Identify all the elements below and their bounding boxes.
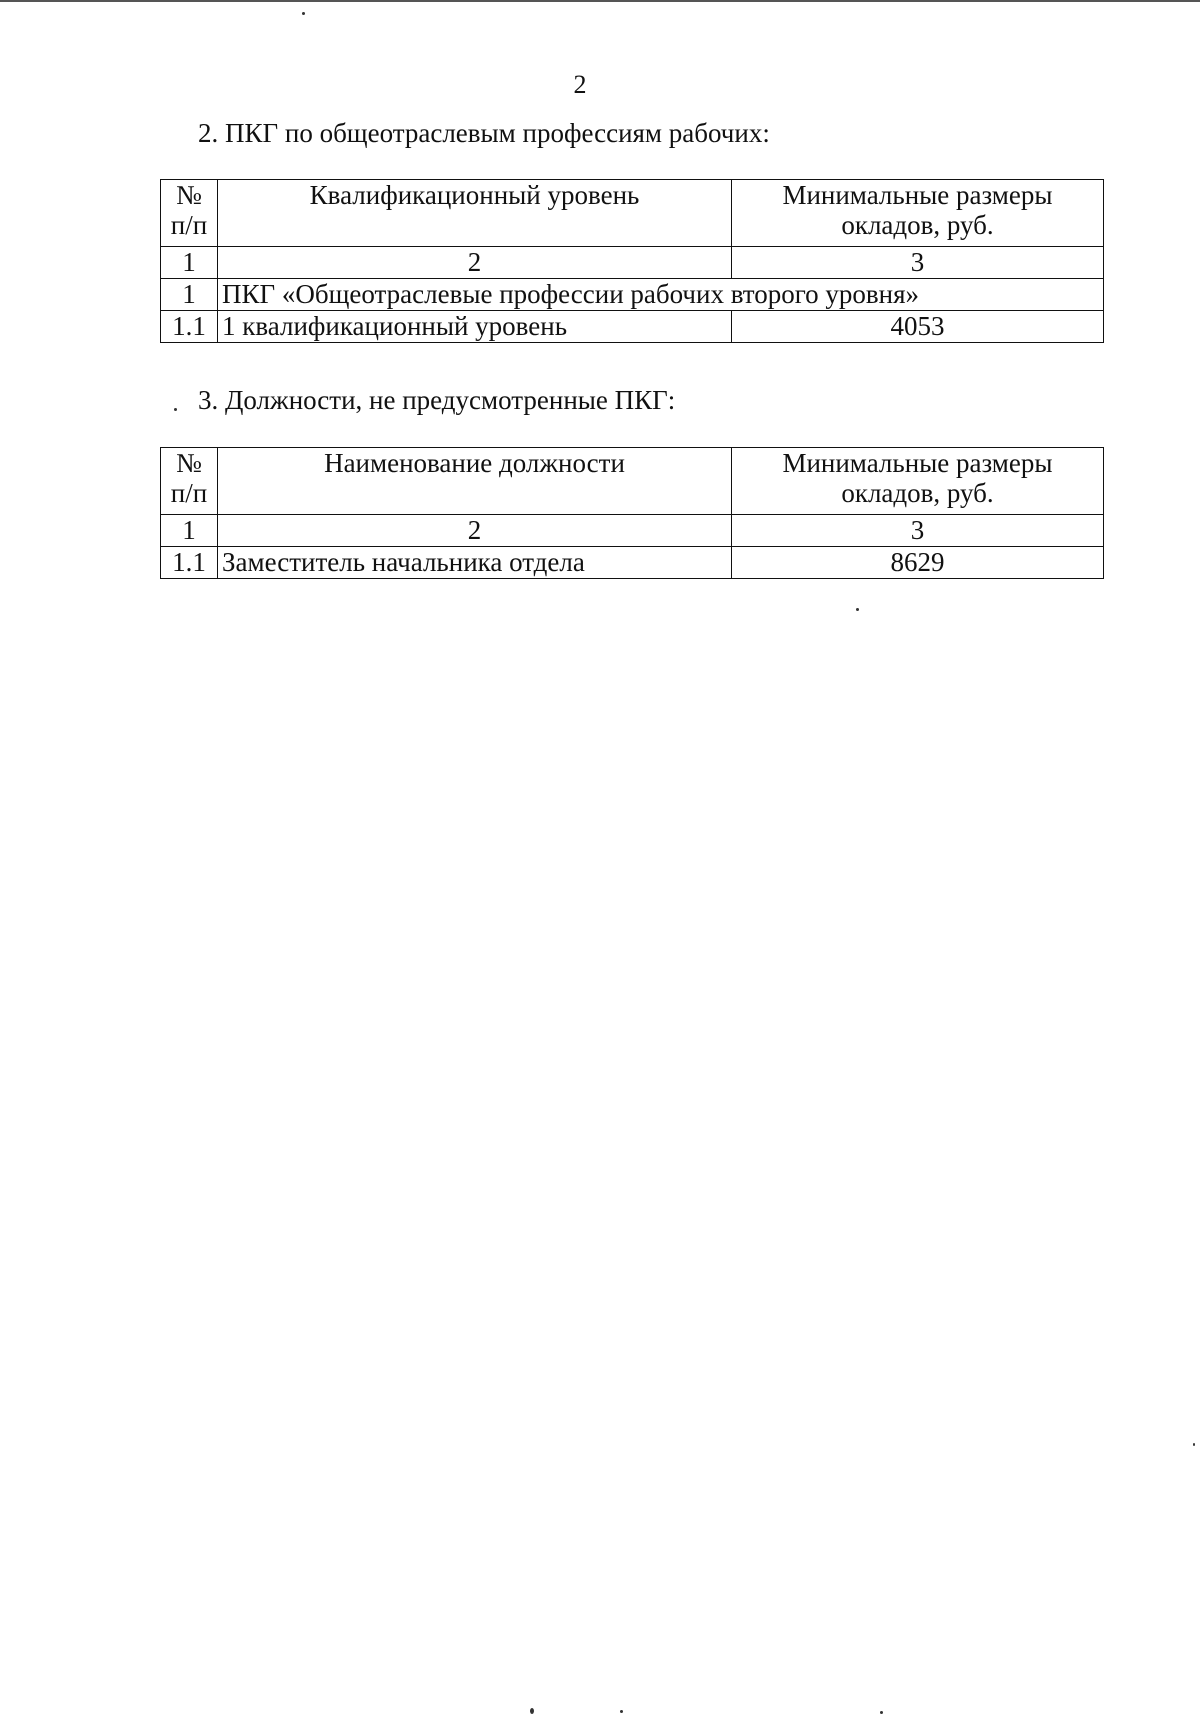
column-number: 1 [161, 247, 218, 279]
group-label: ПКГ «Общеотраслевые профессии рабочих второго уровня» [218, 279, 1104, 311]
scan-speck [530, 1708, 534, 1714]
group-num: 1 [161, 279, 218, 311]
group-row [161, 279, 1104, 311]
table-header-row [161, 180, 1104, 247]
scan-speck [620, 1710, 623, 1713]
row-salary: 4053 [732, 311, 1104, 343]
row-num: 1.1 [161, 547, 218, 579]
header-position: Наименование должности [218, 448, 732, 515]
row-salary: 8629 [732, 547, 1104, 579]
scan-speck [856, 608, 859, 611]
column-number-row [161, 515, 1104, 547]
row-name: Заместитель начальника отдела [218, 547, 732, 579]
column-number: 2 [218, 247, 732, 279]
scan-speck [1193, 1443, 1195, 1446]
column-number: 3 [732, 515, 1104, 547]
header-num: № п/п [161, 448, 218, 515]
header-level: Квалификационный уровень [218, 180, 732, 247]
column-number: 1 [161, 515, 218, 547]
scan-speck [174, 408, 177, 411]
column-number-row [161, 247, 1104, 279]
page-number: 2 [573, 70, 587, 99]
scan-speck [302, 12, 305, 15]
table-row [161, 547, 1104, 579]
section-3-title: 3. Должности, не предусмотренные ПКГ: [198, 385, 676, 415]
section-2-title: 2. ПКГ по общеотраслевым профессиям рабочих: [198, 118, 770, 148]
row-num: 1.1 [161, 311, 218, 343]
column-number: 3 [732, 247, 1104, 279]
table-row [161, 311, 1104, 343]
non-pkg-positions-table [160, 447, 1104, 579]
header-salary: Минимальные размеры окладов, руб. [732, 180, 1104, 247]
table-header-row [161, 448, 1104, 515]
header-salary: Минимальные размеры окладов, руб. [732, 448, 1104, 515]
row-name: 1 квалификационный уровень [218, 311, 732, 343]
header-num: № п/п [161, 180, 218, 247]
column-number: 2 [218, 515, 732, 547]
pkg-workers-table [160, 179, 1104, 343]
scan-top-edge [0, 0, 1200, 2]
scan-speck [880, 1711, 883, 1714]
